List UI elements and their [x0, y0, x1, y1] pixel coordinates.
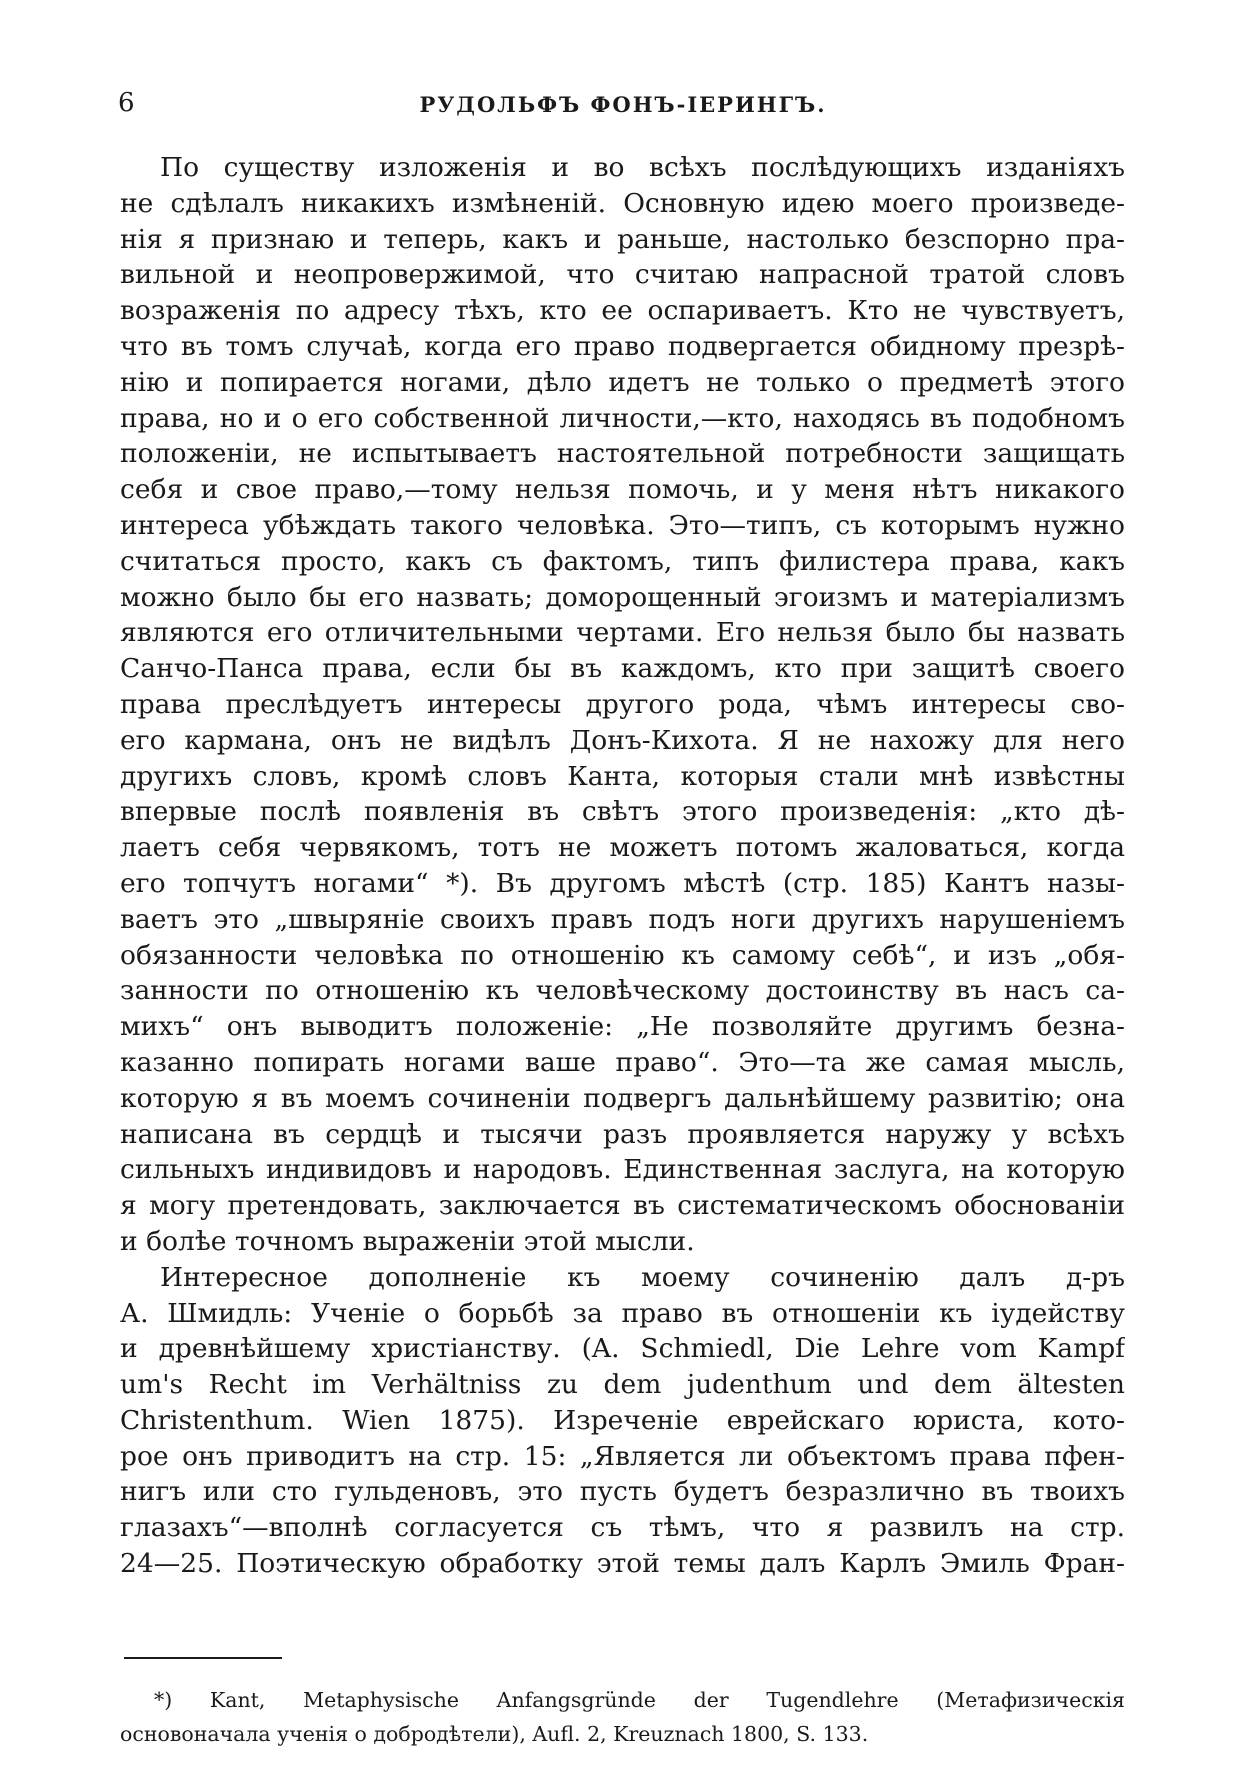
text-line: По существу изложенія и во всѣхъ послѣдующихъ изданіяхъ — [160, 152, 1125, 183]
text-line: написана въ сердцѣ и тысячи разъ проявляется наружу у всѣхъ — [120, 1118, 1125, 1150]
text-line: глазахъ“—вполнѣ согласуется съ тѣмъ, что я развилъ на стр. — [120, 1512, 1125, 1544]
footnote-divider — [124, 1657, 282, 1659]
text-line: и древнѣйшему христіанству. (A. Schmiedl, Die Lehre vom Kampf — [120, 1333, 1125, 1365]
text-line: лаетъ себя червякомъ, тотъ не можетъ потомъ жаловаться, когда — [120, 832, 1125, 864]
footnote-line: *) Kant, Metaphysische Anfangsgründe der Tugendlehre (Метафизическія — [154, 1688, 1125, 1712]
text-line: Санчо-Панса права, если бы въ каждомъ, кто при защитѣ своего — [120, 653, 1125, 685]
text-line: 24—25. Поэтическую обработку этой темы далъ Карлъ Эмиль Фран- — [120, 1548, 1125, 1580]
text-line: другихъ словъ, кромѣ словъ Канта, которыя стали мнѣ извѣстны — [120, 760, 1125, 792]
text-line: которую я въ моемъ сочиненіи подвергъ дальнѣйшему развитію; она — [120, 1082, 1125, 1114]
text-line: права преслѣдуетъ интересы другого рода, чѣмъ интересы сво- — [120, 688, 1125, 720]
text-line: нія я признаю и теперь, какъ и раньше, настолько безспорно пра- — [120, 223, 1125, 255]
text-line: я могу претендовать, заключается въ систематическомъ обоснованіи — [120, 1190, 1125, 1222]
page-header — [118, 88, 1128, 128]
text-line: михъ“ онъ выводитъ положеніе: „Не позволяйте другимъ безна- — [120, 1011, 1125, 1043]
text-line: обязанности человѣка по отношенію къ самому себѣ“, и изъ „обя- — [120, 939, 1125, 971]
text-line: Интересное дополненіе къ моему сочиненію далъ д-ръ — [160, 1261, 1125, 1293]
page-number: 6 — [118, 88, 135, 118]
running-title: РУДОЛЬФЪ ФОНЪ-ІЕРИНГЪ. — [419, 92, 827, 117]
text-line: рое онъ приводитъ на стр. 15: „Является ли объектомъ права пфен- — [120, 1440, 1125, 1472]
text-line: его топчутъ ногами“ *). Въ другомъ мѣстѣ (стр. 185) Кантъ назы- — [120, 867, 1125, 899]
text-line: положеніи, не испытываетъ настоятельной потребности защищать — [120, 438, 1125, 470]
text-line: вильной и неопровержимой, что считаю напрасной тратой словъ — [120, 259, 1125, 291]
text-line: нигъ или сто гульденовъ, это пусть будетъ безразлично въ твоихъ — [120, 1476, 1125, 1508]
text-line: сильныхъ индивидовъ и народовъ. Единственная заслуга, на которую — [120, 1154, 1125, 1186]
text-line: считаться просто, какъ съ фактомъ, типъ филистера права, какъ — [120, 545, 1125, 577]
text-line: возраженія по адресу тѣхъ, кто ее оспариваетъ. Кто не чувствуетъ, — [120, 295, 1125, 327]
text-line: не сдѣлалъ никакихъ измѣненій. Основную идею моего произведе- — [120, 187, 1125, 219]
text-line: впервые послѣ появленія въ свѣтъ этого произведенія: „кто дѣ- — [120, 796, 1125, 828]
text-line: занности по отношенію къ человѣческому достоинству въ насъ са- — [120, 975, 1125, 1007]
text-line: себя и свое право,—тому нельзя помочь, и у меня нѣтъ никакого — [120, 474, 1125, 506]
text-line: что въ томъ случаѣ, когда его право подвергается обидному презрѣ- — [120, 330, 1125, 362]
text-line: его кармана, онъ не видѣлъ Донъ-Кихота. Я не нахожу для него — [120, 724, 1125, 756]
main-text — [120, 150, 1125, 1582]
text-line: казанно попирать ногами ваше право“. Это—та же самая мысль, — [120, 1046, 1125, 1078]
text-line: интереса убѣждать такого человѣка. Это—типъ, съ которымъ нужно — [120, 509, 1125, 541]
text-line: um's Recht im Verhältniss zu dem judenthum und dem ältesten — [120, 1369, 1125, 1401]
text-line: Christenthum. Wien 1875). Изреченіе еврейскаго юриста, кото- — [120, 1404, 1125, 1436]
text-line: являются его отличительными чертами. Его нельзя было бы назвать — [120, 617, 1125, 649]
text-line: А. Шмидль: Ученіе о борьбѣ за право въ отношеніи къ іудейству — [120, 1297, 1125, 1329]
text-line: нію и попирается ногами, дѣло идетъ не только о предметѣ этого — [120, 366, 1125, 398]
text-line: можно было бы его назвать; доморощенный эгоизмъ и матеріализмъ — [120, 581, 1125, 613]
text-line: права, но и о его собственной личности,—кто, находясь въ подобномъ — [120, 402, 1125, 434]
text-line: ваетъ это „швыряніе своихъ правъ подъ ноги другихъ нарушеніемъ — [120, 903, 1125, 935]
text-line: и болѣе точномъ выраженіи этой мысли. — [120, 1225, 695, 1257]
footnote-line: основоначала ученія о добродѣтели), Aufl. 2, Kreuznach 1800, S. 133. — [120, 1722, 869, 1746]
footnotes — [120, 1683, 1125, 1751]
